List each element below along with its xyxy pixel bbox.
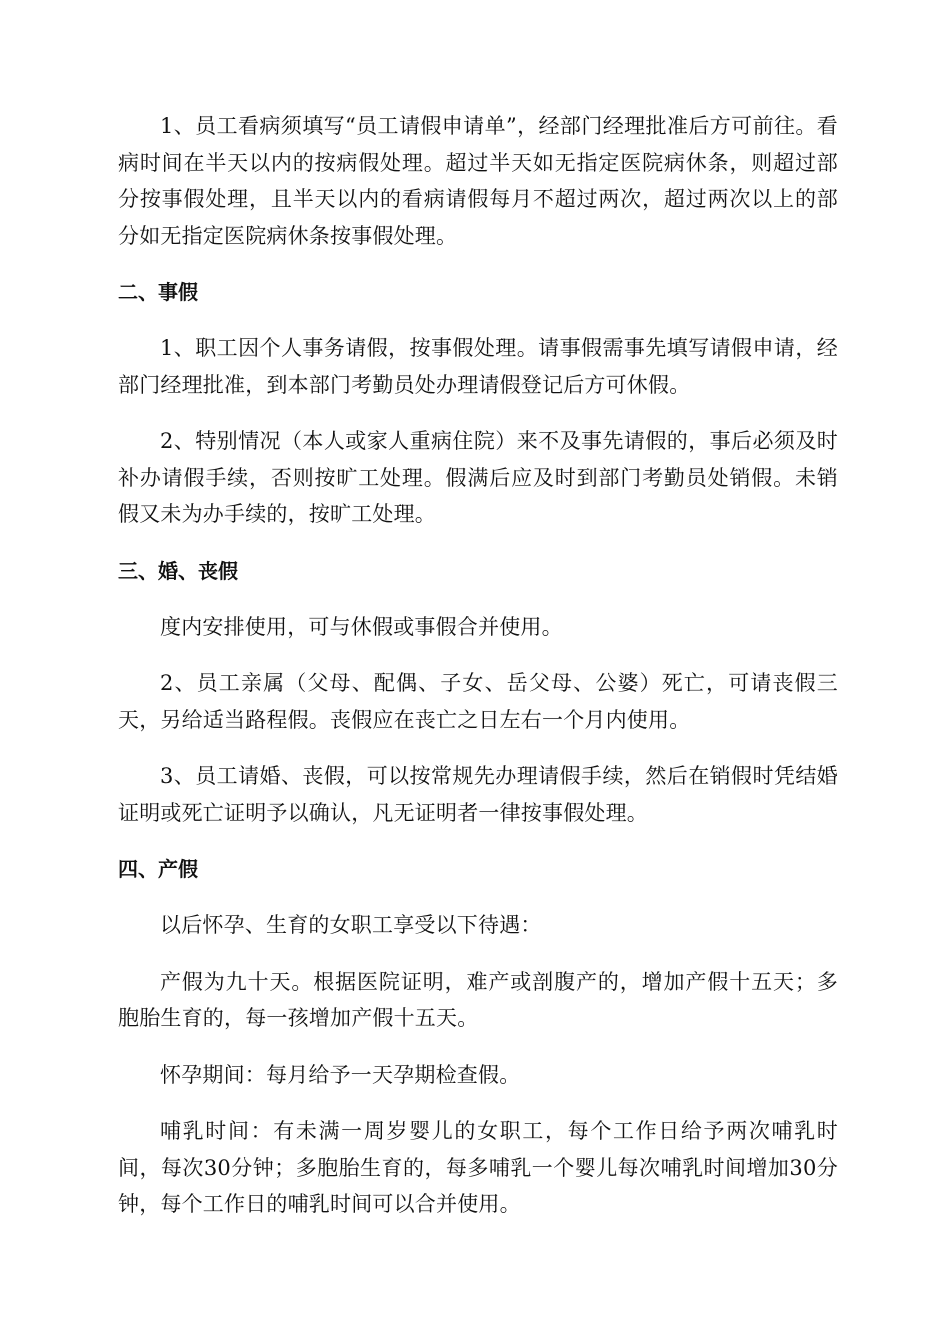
document-page [118,108,838,1243]
paragraph-pregnancy-checkup: 怀孕期间：每月给予一天孕期检查假。 [160,1062,521,1087]
section-heading-marriage-funeral-leave: 三、婚、丧假 [118,558,238,583]
paragraph-maternity-duration: 产假为九十天。根据医院证明，难产或剖腹产的，增加产假十五天；多胞胎生育的，每一孩增加产假十五天。 [118,969,838,1030]
paragraph-personal-leave-rule-2: 2、特别情况（本人或家人重病住院）来不及事先请假的，事后必须及时补办请假手续，否则按旷工处理。假满后应及时到部门考勤员处销假。未销假又未为办手续的，按旷工处理。 [118,429,838,526]
paragraph-nursing-time: 哺乳时间：有未满一周岁婴儿的女职工，每个工作日给予两次哺乳时间，每次30分钟；多胞胎生育的，每多哺乳一个婴儿每次哺乳时间增加30分钟，每个工作日的哺乳时间可以合并使用。 [118,1119,838,1216]
paragraph-sick-leave-rule-1: 1、员工看病须填写“员工请假申请单”，经部门经理批准后方可前往。看病时间在半天以内的按病假处理。超过半天如无指定医院病休条，则超过部分按事假处理，且半天以内的看病请假每月不超过两次，超过两次以上的部分如无指定医院病休条按事假处理。 [118,114,838,248]
paragraph-marriage-funeral-rule-3: 3、员工请婚、丧假，可以按常规先办理请假手续，然后在销假时凭结婚证明或死亡证明予以确认，凡无证明者一律按事假处理。 [118,764,838,825]
section-heading-maternity-leave: 四、产假 [118,857,198,881]
paragraph-funeral-leave-rule-2: 2、员工亲属（父母、配偶、子女、岳父母、公婆）死亡，可请丧假三天，另给适当路程假。丧假应在丧亡之日左右一个月内使用。 [118,671,838,732]
paragraph-marriage-leave-usage: 度内安排使用，可与休假或事假合并使用。 [160,614,563,639]
paragraph-maternity-intro: 以后怀孕、生育的女职工享受以下待遇： [160,913,542,937]
paragraph-personal-leave-rule-1: 1、职工因个人事务请假，按事假处理。请事假需事先填写请假申请，经部门经理批准，到本部门考勤员处办理请假登记后方可休假。 [118,336,838,397]
section-heading-personal-leave: 二、事假 [118,280,198,304]
